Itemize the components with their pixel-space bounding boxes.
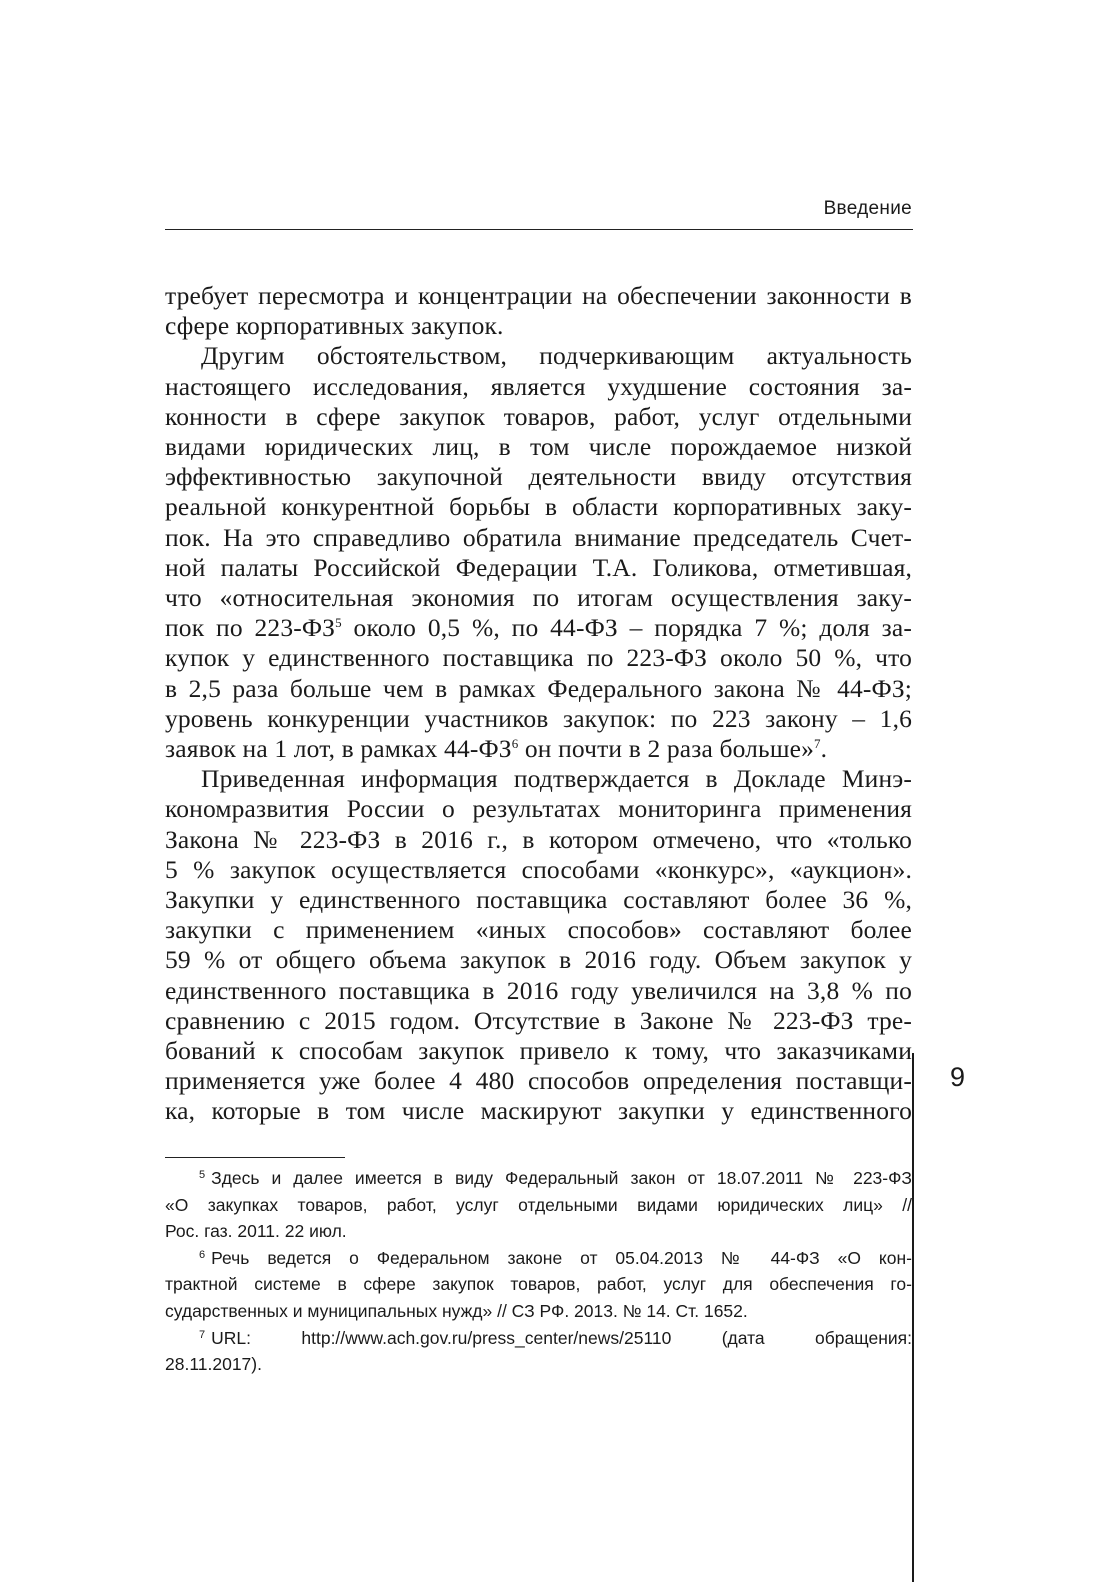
footnote-line: Рос. газ. 2011. 22 июл. — [165, 1221, 347, 1242]
body-line-part: . — [820, 734, 828, 764]
body-text — [165, 281, 912, 1127]
body-line: ка, которые в том числе маскируют закупки у единственного — [165, 1096, 912, 1126]
footnote-text: Здесь и далее имеется в виду Федеральный закон от 18.07.2011 № 223-ФЗ — [211, 1168, 912, 1188]
body-line — [165, 613, 912, 643]
body-line: кономразвития России о результатах мониторинга применения — [165, 794, 912, 824]
footnote-6 — [165, 1245, 912, 1325]
body-line: закупки с применением «иных способов» составляют более — [165, 915, 912, 945]
body-line: единственного поставщика в 2016 году увеличился на 3,8 % по — [165, 975, 912, 1005]
running-title: Введение — [823, 198, 912, 219]
body-line: в 2,5 раза больше чем в рамках Федерального закона № 44-ФЗ; — [165, 673, 912, 703]
footnote-ref-7[interactable]: 7 — [813, 736, 821, 752]
body-line-part: около 0,5 %, по 44-ФЗ – порядка 7 %; доля за- — [341, 613, 913, 643]
footnote-ref-6[interactable]: 6 — [511, 736, 519, 752]
footnote-line: «О закупках товаров, работ, услуг отдельными видами юридических лиц» // — [165, 1194, 912, 1215]
body-line: пок. На это справедливо обратила внимание председатель Счет- — [165, 522, 912, 552]
footnote-line: трактной системе в сфере закупок товаров, работ, услуг для обеспечения го- — [165, 1274, 912, 1295]
footnote-separator — [165, 1157, 345, 1158]
footnote-url[interactable]: URL: http://www.ach.gov.ru/press_center/news/25110 (дата обращения: — [211, 1327, 912, 1348]
body-line: конности в сфере закупок товаров, работ, услуг отдельными — [165, 401, 912, 431]
body-line: Закона № 223-ФЗ в 2016 г., в котором отмечено, что «только — [165, 824, 912, 854]
body-line-part: заявок на 1 лот, в рамках 44-ФЗ — [165, 734, 512, 764]
footnote-7 — [165, 1325, 912, 1378]
body-line: требует пересмотра и концентрации на обеспечении законности в — [165, 281, 912, 310]
footnote-number: 5 — [199, 1169, 206, 1181]
footnote-line — [165, 1245, 912, 1272]
footnote-number: 7 — [199, 1328, 206, 1341]
body-line — [165, 734, 912, 764]
footnote-ref-5[interactable]: 5 — [335, 615, 342, 631]
body-line: 59 % от общего объема закупок в 2016 году. Объем закупок у — [165, 945, 912, 975]
footnote-number: 6 — [199, 1248, 206, 1261]
page-number: 9 — [950, 1062, 966, 1092]
body-line: Другим обстоятельством, подчеркивающим актуальность — [201, 341, 912, 371]
footnote-line: сударственных и муниципальных нужд» // СЗ РФ. 2013. № 14. Ст. 1652. — [165, 1300, 748, 1321]
body-line: 5 % закупок осуществляется способами «конкурс», «аукцион». — [165, 854, 912, 884]
footnote-line: 28.11.2017). — [165, 1354, 262, 1375]
body-line: купок у единственного поставщика по 223-ФЗ около 50 %, что — [165, 643, 912, 673]
body-line: уровень конкуренции участников закупок: по 223 закону – 1,6 — [165, 703, 912, 733]
body-line: видами юридических лиц, в том числе порождаемое низкой — [165, 432, 912, 462]
footnotes — [165, 1165, 912, 1378]
body-line-part: пок по 223-ФЗ — [165, 613, 336, 643]
footnote-text: Речь ведется о Федеральном законе от 05.04.2013 № 44-ФЗ «О кон- — [211, 1247, 912, 1268]
body-line: Закупки у единственного поставщика составляют более 36 %, — [165, 885, 912, 915]
body-line: бований к способам закупок привело к тому, что заказчиками — [165, 1036, 912, 1066]
body-line: применяется уже более 4 480 способов определения поставщи- — [165, 1066, 912, 1096]
body-line: что «относительная экономия по итогам осуществления заку- — [165, 583, 912, 613]
body-line: ной палаты Российской Федерации Т.А. Голикова, отметившая, — [165, 552, 912, 582]
body-line: сфере корпоративных закупок. — [165, 311, 504, 341]
body-line: реальной конкурентной борьбы в области корпоративных заку- — [165, 492, 912, 522]
header-rule — [165, 229, 913, 230]
body-line-part: он почти в 2 раза больше» — [518, 734, 814, 764]
body-line: Приведенная информация подтверждается в Докладе Минэ- — [201, 764, 912, 794]
footnote-5 — [165, 1165, 912, 1245]
footnote-line — [165, 1325, 912, 1352]
body-line: сравнению с 2015 годом. Отсутствие в Законе № 223-ФЗ тре- — [165, 1005, 912, 1035]
body-line: эффективностью закупочной деятельности ввиду отсутствия — [165, 462, 912, 492]
footnote-line — [165, 1165, 912, 1192]
page-edge-rule — [912, 1053, 914, 1582]
body-line: настоящего исследования, является ухудшение состояния за- — [165, 371, 912, 401]
